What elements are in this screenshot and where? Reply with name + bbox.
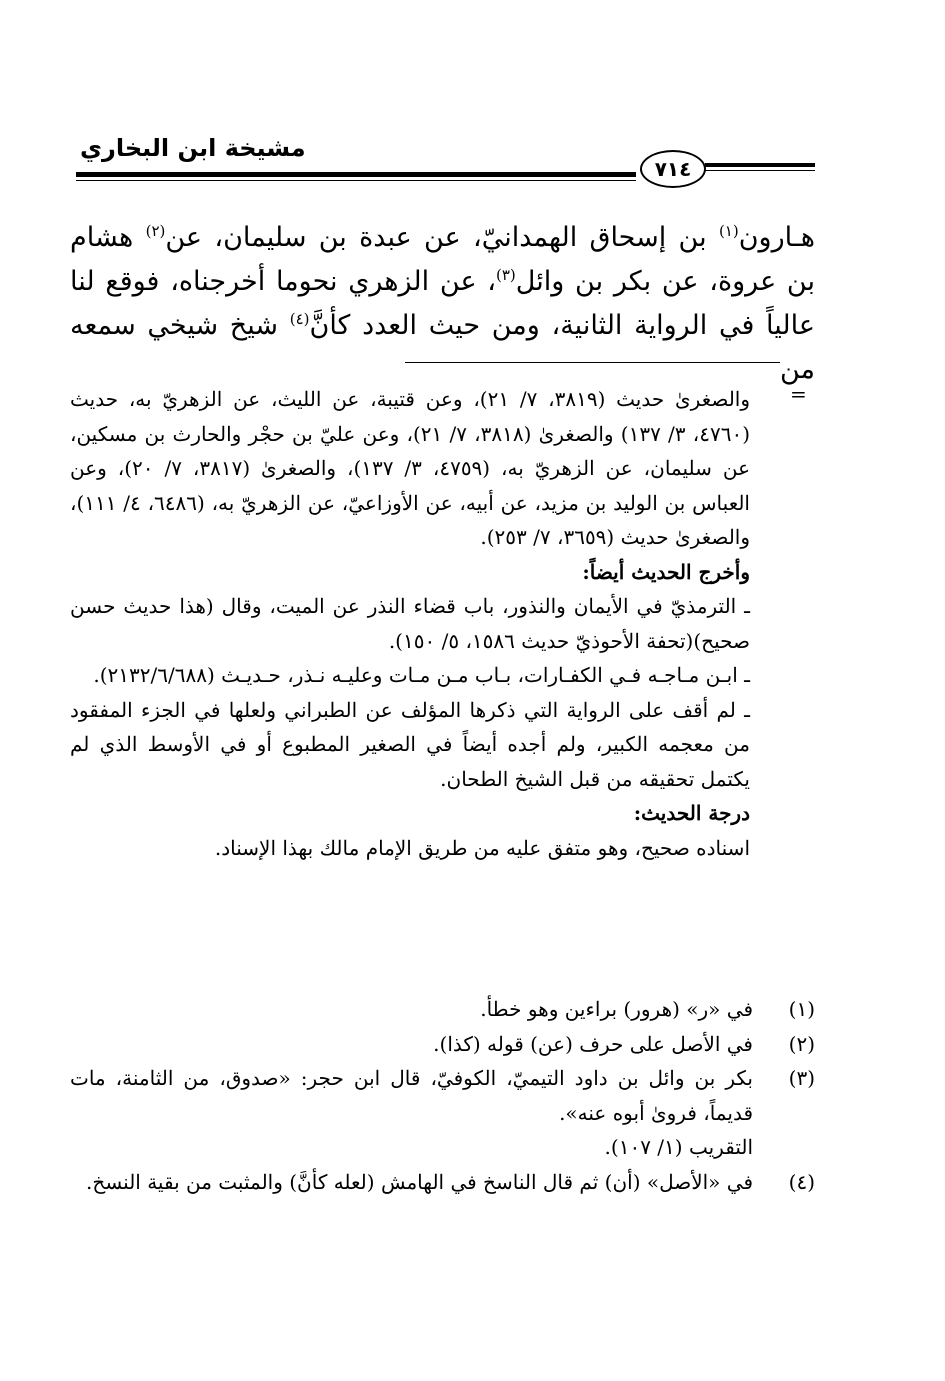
hadith-grade-text: اسناده صحيح، وهو متفق عليه من طريق الإمام مالك بهذا الإسناد.	[214, 835, 750, 860]
footnote-item	[70, 1027, 815, 1062]
footnote-text: بكر بن وائل بن داود التيميّ، الكوفيّ، قال ابن حجر: «صدوق، من الثامنة، مات قديماً، فروىٰ أبوه عنه».	[70, 1066, 754, 1125]
footnote-ref-4: (٤)	[289, 310, 310, 328]
footnote-number: (٢)	[788, 1031, 815, 1056]
footnote-ref-2: (٢)	[145, 222, 166, 240]
narration-tabarani: ـ لم أقف على الرواية التي ذكرها المؤلف عن الطبراني ولعلها في الجزء المفقود من معجمه الكبير، ولم أجده أيضاً في الصغير المطبوع أو في الأوسط الذي لم يكتمل تحقيقه من قبل الشيخ الطحان.	[70, 697, 750, 791]
main-paragraph	[70, 216, 815, 392]
footnote-item	[70, 992, 815, 1027]
footnote-paragraph: والصغرىٰ حديث (٣٨١٩، ٧/ ٢١)، وعن قتيبة، عن الليث، عن الزهريّ به، حديث (٤٧٦٠، ٣/ ١٣٧) والصغرىٰ (٣٨١٨، ٧/ ٢١)، وعن عليّ بن حجْر والحارث بن مسكين، عن سليمان، عن الزهريّ به، (٤٧٥٩، ٣/ ١٣٧)، والصغرىٰ (٣٨١٧، ٧/ ٢٠)، وعن العباس بن الوليد بن مزيد، عن أبيه، عن الأوزاعيّ، عن الزهريّ به، (٦٤٨٦، ٤/ ١١١)، والصغرىٰ حديث (٣٦٥٩، ٧/ ٢٥٣).	[70, 387, 750, 549]
footnote-number: (٣)	[788, 1066, 815, 1090]
header-rule-right-thick	[705, 163, 815, 167]
main-text-segment: هـارون	[738, 222, 815, 253]
footnote-number: (٤)	[788, 1169, 815, 1194]
footnote-item	[70, 1165, 815, 1200]
continuation-mark: =	[790, 382, 807, 406]
main-text-segment: شيخ شيخي سمعه من	[70, 310, 815, 385]
heading-hadith-grade: درجة الحديث:	[633, 801, 750, 825]
main-text-segment: ، عن الزهري نحوما أخرجناه، فوقع لنا عالياً في الرواية الثانية، ومن حيث العدد كأنَّ	[70, 266, 815, 341]
footnote-text: في الأصل على حرف (عن) قوله (كذا).	[433, 1031, 753, 1056]
footnote-number: (١)	[788, 997, 815, 1021]
footnote-item	[70, 1061, 815, 1165]
numbered-footnotes	[70, 992, 815, 1199]
footnote-text: في «الأصل» (أن) ثم قال الناسخ في الهامش (لعله كأنَّ) والمثبت من بقية النسخ.	[86, 1169, 753, 1194]
narration-ibn-majah: ـ ابـن مـاجـه فـي الكفـارات، بـاب مـن مـات وعليـه نـذر، حـديـث (٢١٣٢/٦/٦٨٨).	[93, 663, 750, 687]
main-text-segment: هشام بن عروة، عن بكر بن وائل	[70, 222, 815, 297]
footnote-ref-1: (١)	[718, 222, 739, 240]
header-rule-thick	[76, 172, 636, 177]
footnotes-divider	[405, 362, 780, 363]
book-title: مشيخة ابن البخاري	[80, 134, 306, 162]
header-rule-right-thin	[705, 170, 815, 171]
footnote-text: في «ر» (هرور) براءين وهو خطأ.	[480, 997, 753, 1021]
footnotes-continuation	[70, 382, 750, 865]
footnote-ref-3: (٣)	[496, 266, 516, 284]
heading-also-narrated: وأخرج الحديث أيضاً:	[582, 559, 750, 584]
footnote-text: التقريب (١/ ١٠٧).	[604, 1135, 753, 1159]
page-number: ٧١٤	[640, 150, 706, 188]
narration-tirmidhi: ـ الترمذيّ في الأيمان والنذور، باب قضاء النذر عن الميت، وقال (هذا حديث حسن صحيح)(تحفة الأحوذيّ حديث ١٥٨٦، ٥/ ١٥٠).	[70, 594, 750, 653]
header-rule-thin	[76, 180, 636, 181]
main-text-segment: بن إسحاق الهمدانيّ، عن عبدة بن سليمان، عن	[165, 222, 719, 253]
main-text	[70, 216, 815, 392]
